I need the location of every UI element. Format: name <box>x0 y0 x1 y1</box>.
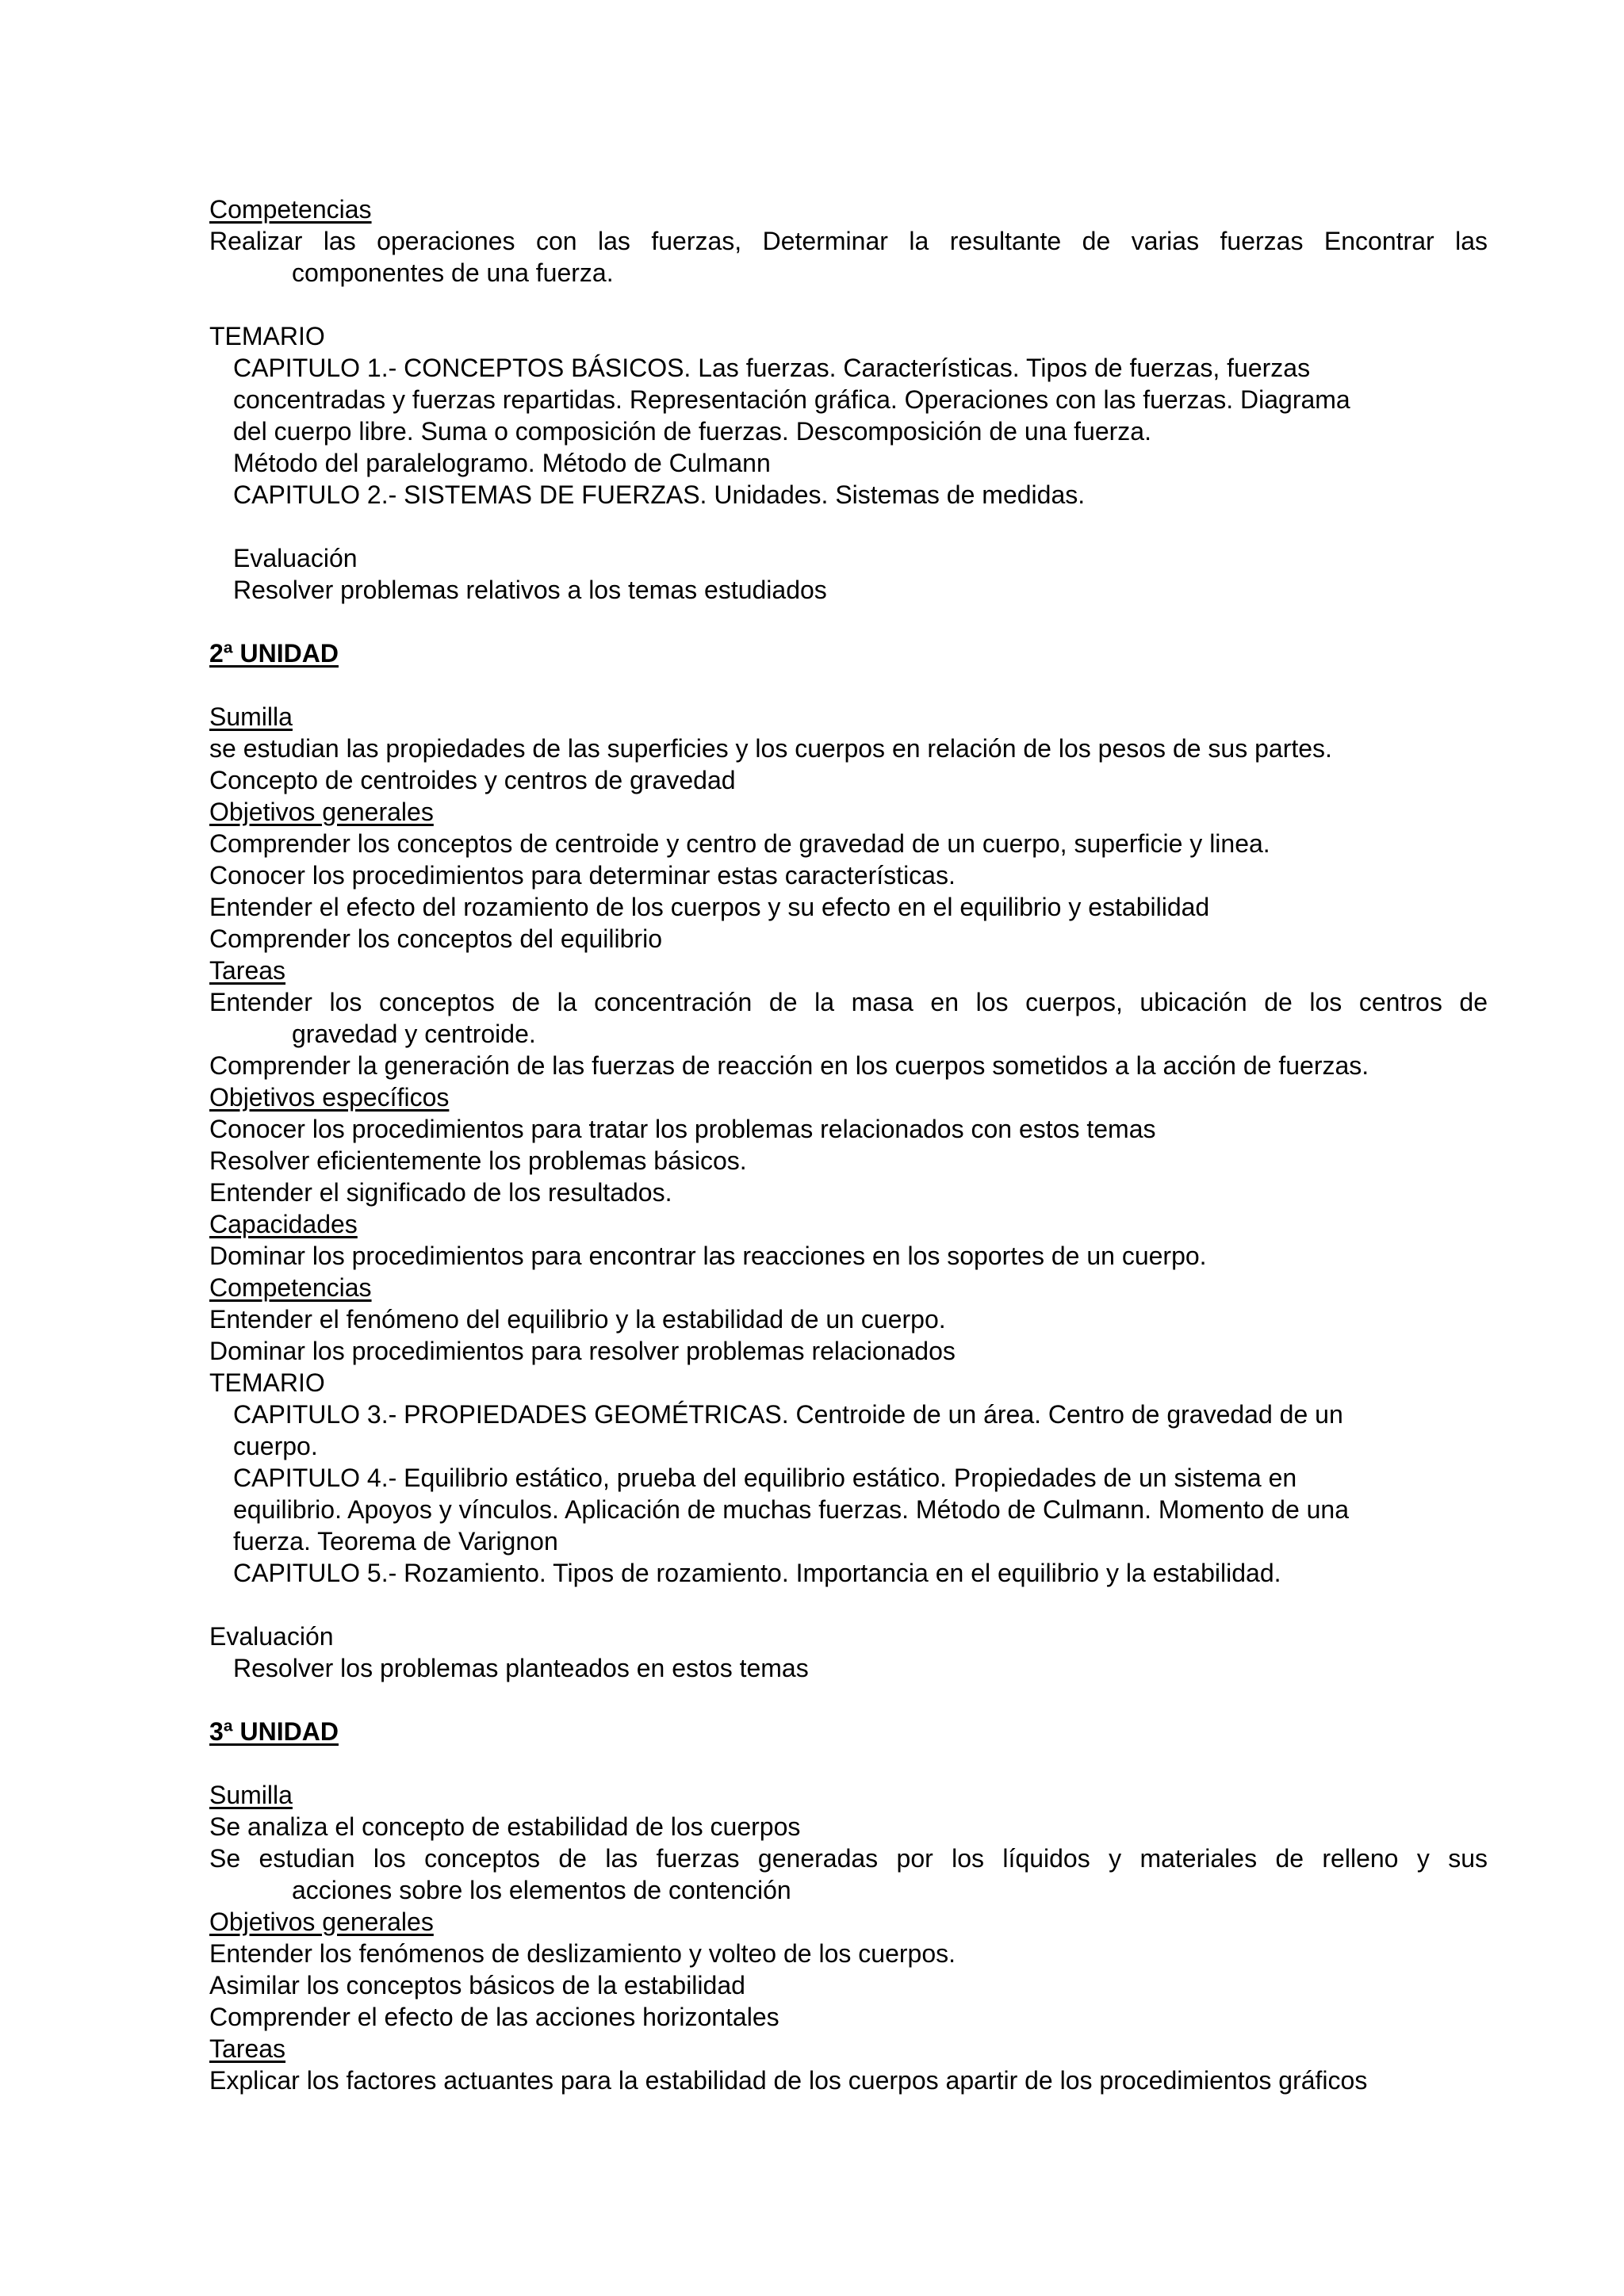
temario-heading: TEMARIO <box>209 322 325 350</box>
objetivos-generales-line: Comprender el efecto de las acciones horizontales <box>209 2003 779 2031</box>
objetivos-especificos-heading: Objetivos específicos <box>209 1083 450 1112</box>
sumilla-line: se estudian las propiedades de las superficies y los cuerpos en relación de los pesos de sus partes. <box>209 734 1332 763</box>
objetivos-generales-heading: Objetivos generales <box>209 798 434 826</box>
temario-line: CAPITULO 2.- SISTEMAS DE FUERZAS. Unidades. Sistemas de medidas. <box>233 480 1086 509</box>
evaluacion-text: Resolver problemas relativos a los temas estudiados <box>233 576 827 604</box>
competencias-text-continuation: componentes de una fuerza. <box>292 258 614 287</box>
sumilla-line: Concepto de centroides y centros de gravedad <box>209 766 736 794</box>
temario-line: concentradas y fuerzas repartidas. Representación gráfica. Operaciones con las fuerzas. Diagrama <box>233 385 1350 414</box>
objetivos-generales-line: Comprender los conceptos de centroide y centro de gravedad de un cuerpo, superficie y linea. <box>209 829 1270 858</box>
capacidades-heading: Capacidades <box>209 1210 358 1238</box>
tareas-line: Comprender la generación de las fuerzas de reacción en los cuerpos sometidos a la acción de fuerzas. <box>209 1051 1369 1080</box>
objetivos-especificos-line: Resolver eficientemente los problemas básicos. <box>209 1146 747 1175</box>
objetivos-generales-heading: Objetivos generales <box>209 1908 434 1936</box>
temario-line: equilibrio. Apoyos y vínculos. Aplicación de muchas fuerzas. Método de Culmann. Momento de una <box>233 1495 1350 1524</box>
temario-line: CAPITULO 4.- Equilibrio estático, prueba del equilibrio estático. Propiedades de un sistema en <box>233 1464 1297 1492</box>
temario-line: cuerpo. <box>233 1432 318 1460</box>
tareas-heading: Tareas <box>209 956 286 985</box>
sumilla-heading: Sumilla <box>209 702 293 731</box>
sumilla-line-continuation: acciones sobre los elementos de contención <box>292 1876 791 1904</box>
sumilla-line: Se analiza el concepto de estabilidad de los cuerpos <box>209 1812 801 1841</box>
competencias-line: Entender el fenómeno del equilibrio y la estabilidad de un cuerpo. <box>209 1305 946 1334</box>
temario-line: Método del paralelogramo. Método de Culmann <box>233 449 771 477</box>
objetivos-generales-line: Comprender los conceptos del equilibrio <box>209 924 662 953</box>
sumilla-line: Se estudian los conceptos de las fuerzas generadas por los líquidos y materiales de relleno y sus <box>209 1844 1488 1873</box>
objetivos-generales-line: Entender el efecto del rozamiento de los cuerpos y su efecto en el equilibrio y estabilidad <box>209 893 1210 921</box>
competencias-line: Dominar los procedimientos para resolver problemas relacionados <box>209 1337 956 1365</box>
temario-line: del cuerpo libre. Suma o composición de fuerzas. Descomposición de una fuerza. <box>233 417 1151 446</box>
competencias-heading: Competencias <box>209 195 372 224</box>
temario-line: CAPITULO 3.- PROPIEDADES GEOMÉTRICAS. Centroide de un área. Centro de gravedad de un <box>233 1400 1343 1429</box>
evaluacion-heading: Evaluación <box>233 544 358 572</box>
unit-2-title: 2ª UNIDAD <box>209 639 339 668</box>
competencias-text-line: Realizar las operaciones con las fuerzas, Determinar la resultante de varias fuerzas Encontrar las <box>209 227 1488 255</box>
temario-line: CAPITULO 5.- Rozamiento. Tipos de rozamiento. Importancia en el equilibrio y la estabilidad. <box>233 1559 1281 1587</box>
objetivos-especificos-line: Conocer los procedimientos para tratar los problemas relacionados con estos temas <box>209 1115 1156 1143</box>
sumilla-heading: Sumilla <box>209 1781 293 1809</box>
objetivos-generales-line: Entender los fenómenos de deslizamiento y volteo de los cuerpos. <box>209 1939 956 1968</box>
objetivos-generales-line: Asimilar los conceptos básicos de la estabilidad <box>209 1971 745 1999</box>
evaluacion-heading: Evaluación <box>209 1622 334 1651</box>
temario-heading: TEMARIO <box>209 1368 325 1397</box>
competencias-heading: Competencias <box>209 1273 372 1302</box>
tareas-heading: Tareas <box>209 2034 286 2063</box>
tareas-line-continuation: gravedad y centroide. <box>292 1020 536 1048</box>
temario-line: fuerza. Teorema de Varignon <box>233 1527 558 1556</box>
evaluacion-text: Resolver los problemas planteados en estos temas <box>233 1654 809 1682</box>
tareas-line: Entender los conceptos de la concentración de la masa en los cuerpos, ubicación de los centros de <box>209 988 1488 1016</box>
capacidades-text: Dominar los procedimientos para encontrar las reacciones en los soportes de un cuerpo. <box>209 1242 1207 1270</box>
document-page <box>209 193 1488 2096</box>
temario-line: CAPITULO 1.- CONCEPTOS BÁSICOS. Las fuerzas. Características. Tipos de fuerzas, fuerzas <box>233 354 1311 382</box>
objetivos-generales-line: Conocer los procedimientos para determinar estas características. <box>209 861 956 890</box>
tareas-text: Explicar los factores actuantes para la estabilidad de los cuerpos apartir de los procedimientos gráficos <box>209 2066 1368 2095</box>
unit-3-title: 3ª UNIDAD <box>209 1717 339 1746</box>
objetivos-especificos-line: Entender el significado de los resultados. <box>209 1178 672 1207</box>
